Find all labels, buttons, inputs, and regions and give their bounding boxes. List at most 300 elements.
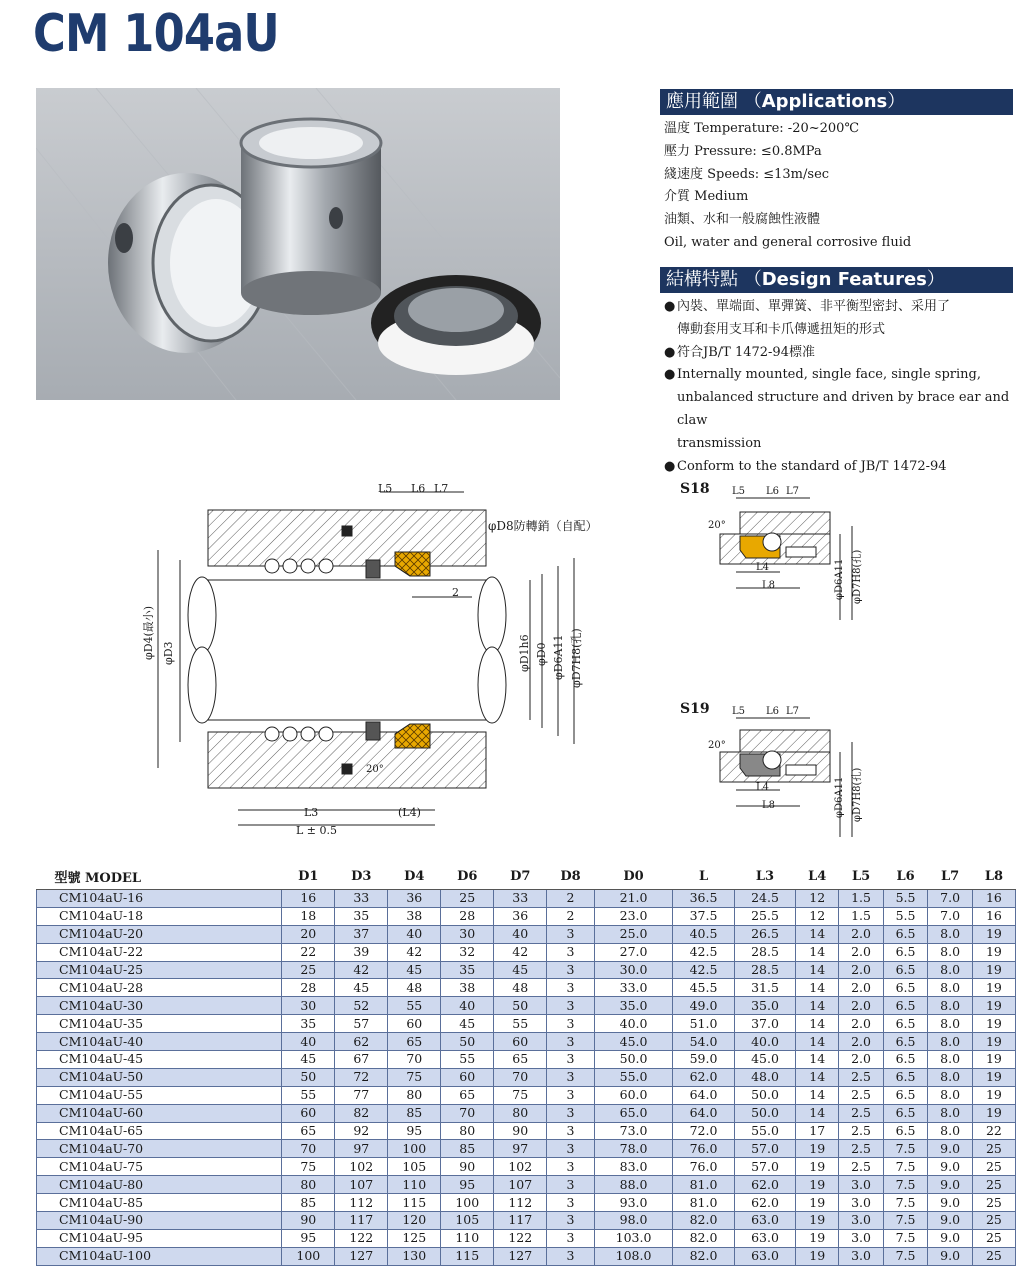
value-cell: 62 — [335, 1033, 388, 1051]
value-cell: 100 — [388, 1140, 441, 1158]
app-line: 介質 Medium — [664, 189, 749, 205]
table-row — [37, 1122, 1016, 1140]
value-cell: 25.0 — [594, 925, 672, 943]
applications-list — [664, 118, 1014, 255]
value-cell: 62.0 — [673, 1068, 734, 1086]
value-cell: 62.0 — [734, 1176, 795, 1194]
value-cell: 2.5 — [839, 1122, 884, 1140]
value-cell: 105 — [388, 1158, 441, 1176]
value-cell: 25 — [972, 1247, 1015, 1265]
value-cell: 9.0 — [928, 1140, 973, 1158]
s19-label: S19 — [680, 701, 710, 717]
value-cell: 82.0 — [673, 1212, 734, 1230]
value-cell: 32 — [441, 943, 494, 961]
value-cell: 3 — [547, 961, 595, 979]
value-cell: 7.5 — [883, 1194, 928, 1212]
value-cell: 57.0 — [734, 1140, 795, 1158]
s18-l8: L8 — [762, 580, 776, 591]
value-cell: 14 — [796, 1104, 839, 1122]
value-cell: 9.0 — [928, 1229, 973, 1247]
value-cell: 14 — [796, 1033, 839, 1051]
value-cell: 72 — [335, 1068, 388, 1086]
value-cell: 95 — [388, 1122, 441, 1140]
feature-line: transmission — [677, 435, 762, 451]
value-cell: 45.0 — [734, 1051, 795, 1069]
col-header: L — [673, 864, 734, 890]
value-cell: 85 — [441, 1140, 494, 1158]
s19-l4: L4 — [756, 782, 770, 793]
value-cell: 2.0 — [839, 979, 884, 997]
value-cell: 9.0 — [928, 1176, 973, 1194]
value-cell: 14 — [796, 979, 839, 997]
value-cell: 88.0 — [594, 1176, 672, 1194]
value-cell: 45 — [282, 1051, 335, 1069]
value-cell: 90 — [494, 1122, 547, 1140]
value-cell: 6.5 — [883, 961, 928, 979]
model-cell: CM104aU-18 — [37, 907, 282, 925]
value-cell: 55 — [494, 1015, 547, 1033]
value-cell: 40.0 — [734, 1033, 795, 1051]
value-cell: 30 — [282, 997, 335, 1015]
features-list — [664, 296, 1016, 478]
value-cell: 6.5 — [883, 1051, 928, 1069]
value-cell: 21.0 — [594, 890, 672, 908]
value-cell: 2.5 — [839, 1104, 884, 1122]
value-cell: 42 — [335, 961, 388, 979]
value-cell: 19 — [796, 1212, 839, 1230]
value-cell: 38 — [388, 907, 441, 925]
value-cell: 57 — [335, 1015, 388, 1033]
s19-l5: L5 — [732, 706, 746, 717]
value-cell: 64.0 — [673, 1104, 734, 1122]
value-cell: 25 — [282, 961, 335, 979]
s18-l6: L6 — [766, 486, 780, 497]
model-cell: CM104aU-35 — [37, 1015, 282, 1033]
value-cell: 117 — [494, 1212, 547, 1230]
value-cell: 127 — [494, 1247, 547, 1265]
table-row — [37, 1033, 1016, 1051]
feature-item — [664, 456, 1016, 479]
table-row — [37, 1104, 1016, 1122]
s19-d7: φD7H8(孔) — [852, 767, 863, 822]
table-row — [37, 907, 1016, 925]
value-cell: 130 — [388, 1247, 441, 1265]
dim-2: 2 — [452, 586, 459, 599]
value-cell: 95 — [441, 1176, 494, 1194]
app-line: Oil, water and general corrosive fluid — [664, 234, 912, 250]
value-cell: 23.0 — [594, 907, 672, 925]
value-cell: 3 — [547, 1122, 595, 1140]
col-header: 型號 MODEL — [37, 864, 282, 890]
col-header: D1 — [282, 864, 335, 890]
value-cell: 8.0 — [928, 1086, 973, 1104]
value-cell: 3 — [547, 1068, 595, 1086]
value-cell: 92 — [335, 1122, 388, 1140]
value-cell: 2 — [547, 890, 595, 908]
value-cell: 19 — [972, 1033, 1015, 1051]
value-cell: 52 — [335, 997, 388, 1015]
model-cell: CM104aU-55 — [37, 1086, 282, 1104]
value-cell: 35.0 — [734, 997, 795, 1015]
value-cell: 3 — [547, 1015, 595, 1033]
value-cell: 17 — [796, 1122, 839, 1140]
feature-item — [664, 364, 1016, 455]
dim-d1: φD1h6 — [518, 634, 531, 672]
value-cell: 18 — [282, 907, 335, 925]
model-cell: CM104aU-45 — [37, 1051, 282, 1069]
value-cell: 115 — [441, 1247, 494, 1265]
value-cell: 2.0 — [839, 925, 884, 943]
value-cell: 8.0 — [928, 997, 973, 1015]
value-cell: 125 — [388, 1229, 441, 1247]
s19-l7: L7 — [786, 706, 800, 717]
value-cell: 39 — [335, 943, 388, 961]
value-cell: 12 — [796, 890, 839, 908]
dim-d0: φD0 — [535, 642, 548, 666]
value-cell: 40 — [282, 1033, 335, 1051]
value-cell: 3 — [547, 979, 595, 997]
value-cell: 45.5 — [673, 979, 734, 997]
value-cell: 100 — [441, 1194, 494, 1212]
value-cell: 122 — [335, 1229, 388, 1247]
value-cell: 60 — [388, 1015, 441, 1033]
value-cell: 25 — [972, 1229, 1015, 1247]
value-cell: 3 — [547, 1229, 595, 1247]
features-heading-en: Design Features — [761, 269, 927, 290]
value-cell: 1.5 — [839, 907, 884, 925]
value-cell: 19 — [796, 1176, 839, 1194]
value-cell: 65 — [282, 1122, 335, 1140]
value-cell: 102 — [335, 1158, 388, 1176]
value-cell: 22 — [282, 943, 335, 961]
value-cell: 16 — [972, 907, 1015, 925]
value-cell: 117 — [335, 1212, 388, 1230]
value-cell: 14 — [796, 1051, 839, 1069]
value-cell: 19 — [796, 1158, 839, 1176]
d8-pin-note: φD8防轉銷（自配） — [488, 519, 598, 533]
value-cell: 7.0 — [928, 890, 973, 908]
value-cell: 81.0 — [673, 1194, 734, 1212]
value-cell: 70 — [388, 1051, 441, 1069]
spec-table — [36, 864, 1016, 1266]
dim-l3: L3 — [304, 806, 319, 819]
s18-d6: φD6A11 — [834, 558, 845, 600]
features-heading-cn: 結構特點 — [666, 269, 738, 290]
value-cell: 40 — [388, 925, 441, 943]
applications-heading-cn: 應用範圍 — [666, 91, 738, 112]
value-cell: 14 — [796, 1068, 839, 1086]
model-cell: CM104aU-85 — [37, 1194, 282, 1212]
s19-l6: L6 — [766, 706, 780, 717]
value-cell: 110 — [441, 1229, 494, 1247]
app-line: 綫速度 Speeds: ≤13m/sec — [664, 166, 830, 182]
value-cell: 45 — [335, 979, 388, 997]
col-header: L4 — [796, 864, 839, 890]
col-header: L6 — [883, 864, 928, 890]
table-row — [37, 997, 1016, 1015]
table-row — [37, 961, 1016, 979]
value-cell: 3.0 — [839, 1212, 884, 1230]
value-cell: 3 — [547, 1247, 595, 1265]
value-cell: 19 — [972, 961, 1015, 979]
value-cell: 70 — [441, 1104, 494, 1122]
value-cell: 19 — [972, 943, 1015, 961]
value-cell: 25 — [972, 1158, 1015, 1176]
model-cell: CM104aU-90 — [37, 1212, 282, 1230]
value-cell: 19 — [796, 1140, 839, 1158]
value-cell: 95 — [282, 1229, 335, 1247]
model-cell: CM104aU-75 — [37, 1158, 282, 1176]
value-cell: 28 — [441, 907, 494, 925]
dim-l: L ± 0.5 — [296, 824, 338, 837]
s18-l4: L4 — [756, 562, 770, 573]
col-header: D8 — [547, 864, 595, 890]
value-cell: 80 — [388, 1086, 441, 1104]
value-cell: 7.5 — [883, 1229, 928, 1247]
value-cell: 105 — [441, 1212, 494, 1230]
value-cell: 102 — [494, 1158, 547, 1176]
value-cell: 107 — [494, 1176, 547, 1194]
value-cell: 19 — [972, 1104, 1015, 1122]
feature-line: 傳動套用支耳和卡爪傳遞扭矩的形式 — [677, 321, 886, 337]
value-cell: 60.0 — [594, 1086, 672, 1104]
value-cell: 16 — [972, 890, 1015, 908]
col-header: L8 — [972, 864, 1015, 890]
value-cell: 65 — [441, 1086, 494, 1104]
value-cell: 2 — [547, 907, 595, 925]
value-cell: 8.0 — [928, 961, 973, 979]
value-cell: 65 — [494, 1051, 547, 1069]
value-cell: 45.0 — [594, 1033, 672, 1051]
value-cell: 9.0 — [928, 1194, 973, 1212]
value-cell: 25 — [972, 1194, 1015, 1212]
value-cell: 75 — [282, 1158, 335, 1176]
value-cell: 6.5 — [883, 997, 928, 1015]
value-cell: 48 — [494, 979, 547, 997]
model-cell: CM104aU-28 — [37, 979, 282, 997]
value-cell: 100 — [282, 1247, 335, 1265]
value-cell: 73.0 — [594, 1122, 672, 1140]
model-cell: CM104aU-65 — [37, 1122, 282, 1140]
model-cell: CM104aU-80 — [37, 1176, 282, 1194]
value-cell: 48 — [388, 979, 441, 997]
dim-l6: L6 — [411, 482, 426, 495]
value-cell: 3 — [547, 1212, 595, 1230]
col-header: L7 — [928, 864, 973, 890]
s19-l8: L8 — [762, 800, 776, 811]
value-cell: 19 — [972, 979, 1015, 997]
value-cell: 50 — [282, 1068, 335, 1086]
col-header: D3 — [335, 864, 388, 890]
model-cell: CM104aU-40 — [37, 1033, 282, 1051]
feature-line: 內裝、單端面、單彈簧、非平衡型密封、采用了 — [677, 299, 951, 314]
value-cell: 35 — [282, 1015, 335, 1033]
value-cell: 50.0 — [734, 1086, 795, 1104]
value-cell: 3 — [547, 1176, 595, 1194]
value-cell: 2.0 — [839, 961, 884, 979]
app-line: 壓力 Pressure: ≤0.8MPa — [664, 143, 822, 159]
bullet-icon: ● — [664, 458, 676, 474]
value-cell: 7.0 — [928, 907, 973, 925]
value-cell: 6.5 — [883, 1068, 928, 1086]
model-cell: CM104aU-25 — [37, 961, 282, 979]
value-cell: 19 — [972, 1051, 1015, 1069]
value-cell: 42.5 — [673, 961, 734, 979]
value-cell: 3 — [547, 1033, 595, 1051]
value-cell: 50 — [494, 997, 547, 1015]
value-cell: 25 — [972, 1212, 1015, 1230]
value-cell: 70 — [282, 1140, 335, 1158]
value-cell: 3 — [547, 1051, 595, 1069]
value-cell: 6.5 — [883, 925, 928, 943]
col-header: D0 — [594, 864, 672, 890]
value-cell: 25.5 — [734, 907, 795, 925]
value-cell: 24.5 — [734, 890, 795, 908]
table-row — [37, 1158, 1016, 1176]
value-cell: 12 — [796, 907, 839, 925]
feature-line: Conform to the standard of JB/T 1472-94 — [677, 458, 947, 474]
page-title: CM 104aU — [33, 4, 279, 64]
app-line: 油類、水和一般腐蝕性液體 — [664, 212, 821, 228]
table-row — [37, 1140, 1016, 1158]
value-cell: 60 — [494, 1033, 547, 1051]
s19-d6: φD6A11 — [834, 776, 845, 818]
value-cell: 31.5 — [734, 979, 795, 997]
col-header: D7 — [494, 864, 547, 890]
value-cell: 8.0 — [928, 1015, 973, 1033]
table-row — [37, 943, 1016, 961]
value-cell: 37.0 — [734, 1015, 795, 1033]
value-cell: 28 — [282, 979, 335, 997]
value-cell: 55 — [441, 1051, 494, 1069]
dim-d6: φD6A11 — [552, 634, 565, 680]
model-cell: CM104aU-20 — [37, 925, 282, 943]
value-cell: 19 — [972, 925, 1015, 943]
value-cell: 50.0 — [594, 1051, 672, 1069]
value-cell: 6.5 — [883, 1086, 928, 1104]
value-cell: 8.0 — [928, 979, 973, 997]
value-cell: 42 — [494, 943, 547, 961]
value-cell: 3 — [547, 1104, 595, 1122]
value-cell: 55 — [388, 997, 441, 1015]
value-cell: 19 — [972, 1068, 1015, 1086]
value-cell: 67 — [335, 1051, 388, 1069]
value-cell: 3.0 — [839, 1229, 884, 1247]
dim-d7: φD7H8(孔) — [570, 628, 583, 688]
value-cell: 16 — [282, 890, 335, 908]
value-cell: 3 — [547, 925, 595, 943]
table-row — [37, 1212, 1016, 1230]
value-cell: 37.5 — [673, 907, 734, 925]
value-cell: 8.0 — [928, 1122, 973, 1140]
dim-d4: φD4(最小) — [142, 605, 155, 660]
value-cell: 25 — [441, 890, 494, 908]
model-cell: CM104aU-16 — [37, 890, 282, 908]
value-cell: 28.5 — [734, 961, 795, 979]
value-cell: 2.0 — [839, 997, 884, 1015]
value-cell: 6.5 — [883, 1122, 928, 1140]
value-cell: 55.0 — [594, 1068, 672, 1086]
value-cell: 19 — [796, 1247, 839, 1265]
feature-line: unbalanced structure and driven by brace ear and claw — [677, 390, 1010, 428]
value-cell: 14 — [796, 997, 839, 1015]
value-cell: 70 — [494, 1068, 547, 1086]
value-cell: 3.0 — [839, 1176, 884, 1194]
value-cell: 82 — [335, 1104, 388, 1122]
value-cell: 20 — [282, 925, 335, 943]
bullet-icon: ● — [664, 299, 676, 314]
value-cell: 82.0 — [673, 1229, 734, 1247]
s19-angle: 20° — [708, 740, 726, 751]
value-cell: 45 — [441, 1015, 494, 1033]
value-cell: 3.0 — [839, 1247, 884, 1265]
table-header-row — [37, 864, 1016, 890]
value-cell: 42.5 — [673, 943, 734, 961]
value-cell: 19 — [972, 997, 1015, 1015]
value-cell: 36 — [494, 907, 547, 925]
value-cell: 72.0 — [673, 1122, 734, 1140]
model-cell: CM104aU-60 — [37, 1104, 282, 1122]
value-cell: 90 — [282, 1212, 335, 1230]
value-cell: 57.0 — [734, 1158, 795, 1176]
value-cell: 33 — [494, 890, 547, 908]
value-cell: 7.5 — [883, 1176, 928, 1194]
value-cell: 19 — [972, 1086, 1015, 1104]
value-cell: 19 — [796, 1229, 839, 1247]
value-cell: 6.5 — [883, 943, 928, 961]
value-cell: 2.0 — [839, 1015, 884, 1033]
value-cell: 22 — [972, 1122, 1015, 1140]
value-cell: 93.0 — [594, 1194, 672, 1212]
value-cell: 76.0 — [673, 1140, 734, 1158]
dim-l7: L7 — [434, 482, 449, 495]
value-cell: 40 — [441, 997, 494, 1015]
col-header: D4 — [388, 864, 441, 890]
value-cell: 35.0 — [594, 997, 672, 1015]
feature-line: Internally mounted, single face, single spring, — [677, 367, 981, 383]
value-cell: 1.5 — [839, 890, 884, 908]
value-cell: 50 — [441, 1033, 494, 1051]
value-cell: 49.0 — [673, 997, 734, 1015]
value-cell: 60 — [441, 1068, 494, 1086]
applications-heading: 應用範圍 （Applications） — [660, 89, 1013, 115]
dim-angle: 20° — [366, 764, 384, 775]
value-cell: 33 — [335, 890, 388, 908]
value-cell: 59.0 — [673, 1051, 734, 1069]
s18-label: S18 — [680, 481, 710, 497]
value-cell: 97 — [494, 1140, 547, 1158]
value-cell: 27.0 — [594, 943, 672, 961]
value-cell: 8.0 — [928, 925, 973, 943]
table-row — [37, 1051, 1016, 1069]
table-row — [37, 979, 1016, 997]
value-cell: 2.5 — [839, 1158, 884, 1176]
value-cell: 98.0 — [594, 1212, 672, 1230]
value-cell: 51.0 — [673, 1015, 734, 1033]
value-cell: 25 — [972, 1176, 1015, 1194]
table-row — [37, 1176, 1016, 1194]
value-cell: 28.5 — [734, 943, 795, 961]
value-cell: 6.5 — [883, 1033, 928, 1051]
value-cell: 8.0 — [928, 1051, 973, 1069]
dim-d3: φD3 — [162, 641, 175, 665]
dim-l5: L5 — [378, 482, 393, 495]
value-cell: 8.0 — [928, 1033, 973, 1051]
table-row — [37, 1247, 1016, 1265]
value-cell: 40.0 — [594, 1015, 672, 1033]
table-row — [37, 925, 1016, 943]
value-cell: 45 — [494, 961, 547, 979]
